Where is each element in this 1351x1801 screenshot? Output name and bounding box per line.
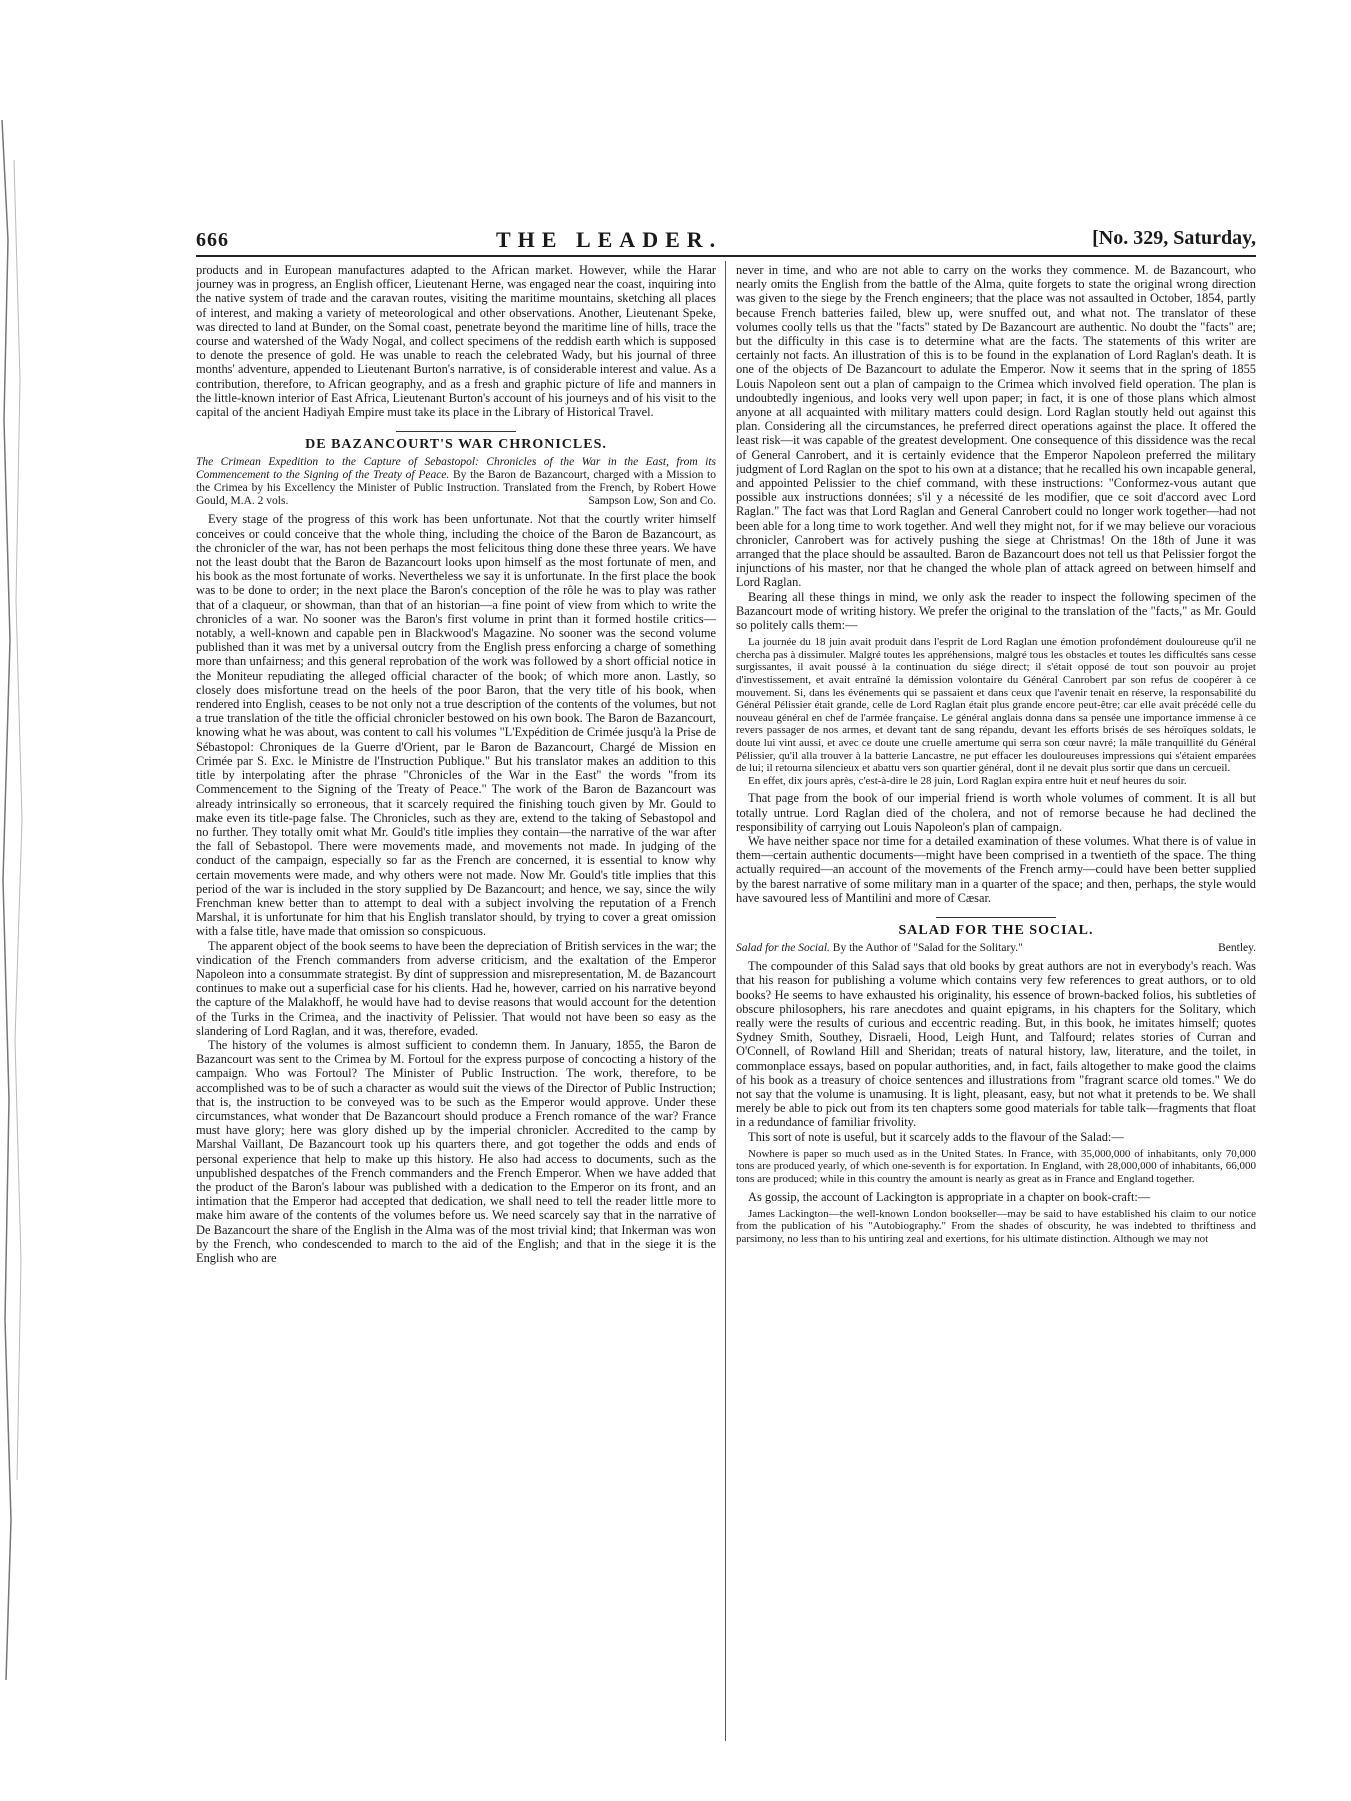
section-divider <box>936 917 1056 918</box>
article-paragraph: As gossip, the account of Lackington is appropriate in a chapter on book-craft:— <box>748 1189 1151 1204</box>
column-divider <box>725 261 726 1741</box>
article-paragraph: That page from the book of our imperial friend is worth whole volumes of comment. It is all but totally untrue. Lord Raglan died of the cholera, and not of remorse because he had declined the responsibility of carrying out Louis Napoleon's plan of campaign. <box>736 791 1256 834</box>
article-paragraph: The history of the volumes is almost sufficient to condemn them. In January, 1855, the Baron de Bazancourt was sent to the Crimea by M. Fortoul for the express purpose of concocting a history of the campaign. Who was Fortoul? The Minister of Public Instruction. The work, therefore, to be accomplished was to be of such a character as would suit the views of the Director of Public Instruction; that is, the instruction to be conveyed was to be such as the Emperor would approve. Under these circumstances, what wonder that De Bazancourt should produce a French romance of the war? France must have glory; here was glory dished up by the imperial chronicler. Accredited to the camp by Marshal Vaillant, De Bazancourt took up his quarters there, and got together the odds and ends of personal experience that help to make up this history. He also had access to documents, such as the unpublished despatches of the French commanders and the French Emperor. When we have added that the product of the Baron's labour was published with a dedication to the Emperor on its front, and an intimation that the Emperor had accepted that dedication, we shall need to tell the reader little more to make him aware of the contents of the volumes before us. We need scarcely say that in the narrative of De Bazancourt the share of the English in the Alma was of the most trivial kind; that Inkerman was won by the French, who condescended to march to the aid of the English; and that in the siege it is the English who are <box>196 1037 716 1265</box>
article-paragraph: The apparent object of the book seems to have been the depreciation of British services in the war; the vindication of the French commanders from adverse criticism, and the exaltation of the Emperor Napoleon into a consummate strategist. By dint of suppression and misrepresentation, M. de Bazancourt continues to make out a superficial case for his clients. Had he, however, carried on his narrative beyond the capture of the Malakhoff, he would have had to devise reasons that would account for the detention of the Turks in the Crimea, and the inactivity of Pelissier. That would not have been so easy as the slandering of Lord Raglan, and it was, therefore, evaded. <box>196 938 716 1038</box>
book-publisher: Bentley. <box>1218 942 1256 955</box>
page-number: 666 <box>196 229 229 251</box>
book-title: The Crimean Expedition to the Capture of Sebastopol: Chronicles of the War in the East, from its Commencement to the Signing of the Treaty of Peace. <box>196 456 716 482</box>
article-paragraph: We have neither space nor time for a detailed examination of these volumes. What there is of value in them—certain authentic documents—might have been comprised in a twentieth of the space. The thing actually required—an account of the movements of the French army—could have been better supplied by the barest narrative of some military man in a quarter of the space; and then, perhaps, the style would have savoured less of Mantilini and more of Cæsar. <box>736 834 1256 905</box>
quotation <box>736 1208 1256 1246</box>
header-rule <box>196 255 1256 257</box>
book-citation <box>736 942 1256 955</box>
book-publisher: Sampson Low, Son and Co. <box>588 495 716 508</box>
continuation-paragraph: products and in European manufactures adapted to the African market. However, while the Harar journey was in progress, an English officer, Lieutenant Herne, was engaged near the coast, inquiring into the native system of trade and the caravan routes, visiting the maritime mountains, sketching all places of interest, and making a variety of meteorological and other observations. Another, Lieutenant Speke, was directed to land at Bunder, on the Somal coast, penetrate beyond the maritime line of hills, trace the course and watershed of the Wady Nogal, and collect specimens of the reddish earth which is supposed to denote the presence of gold. He was unable to reach the celebrated Wady, but his journal of three months' adventure, appended to Lieutenant Burton's narrative, is of considerable interest and value. As a contribution, therefore, to African geography, and as a fresh and graphic picture of life and manners in the little-known interior of East Africa, Lieutenant Burton's account of his journeys and of his visit to the capital of the ancient Hadiyah Empire must take its place in the Library of Historical Travel. <box>196 263 716 420</box>
section-title-salad: SALAD FOR THE SOCIAL. <box>898 923 1094 939</box>
newspaper-page <box>196 225 1256 1745</box>
book-citation <box>196 456 716 508</box>
book-title: Salad for the Social. <box>736 942 830 955</box>
right-column <box>736 263 1256 1743</box>
quotation <box>736 1148 1256 1186</box>
article-paragraph: This sort of note is useful, but it scarcely adds to the flavour of the Salad:— <box>748 1129 1124 1144</box>
issue-info: [No. 329, Saturday, <box>1092 227 1256 249</box>
quote-paragraph: Nowhere is paper so much used as in the United States. In France, with 35,000,000 of inhabitants, only 70,000 tons are produced yearly, of which one-seventh is for exportation. In England, with 28,000,000 of inhabitants, 66,000 tons are produced; while in this country the amount is nearly as great as in France and England together. <box>736 1147 1256 1186</box>
article-paragraph: never in time, and who are not able to carry on the works they commence. M. de Bazancourt, who nearly omits the English from the battle of the Alma, quite forgets to state the original wrong direction was given to the siege by the French engineers; that the place was not assaulted in October, 1854, partly because French batteries failed, blew up, were snuffed out, and what not. The translator of these volumes coolly tells us that the "facts" stated by De Bazancourt are authentic. No doubt the "facts" are; but the difficulty in this case is to determine what are the facts. The statements of this writer are certainly not facts. An illustration of this is to be found in the explanation of Lord Raglan's death. It is one of the objects of De Bazancourt to adulate the Emperor. Now it seems that in the spring of 1855 Louis Napoleon sent out a plan of campaign to the Crimea which involved field operation. The plan is undoubtedly ingenious, and looks very well upon paper; in fact, it is one of those plans which almost anyone at all acquainted with military matters could design. Lord Raglan stoutly held out against this plan. Considering all the circumstances, he preferred direct operations against the place. It offered the least risk—it was capable of the greatest development. One consequence of this dissidence was the recal of General Canrobert, and it is certainly evidence that the Emperor Napoleon preferred the military judgment of Lord Raglan on the spot to his own at a distance; that he recalled his own incapable general, and appointed Pelissier to the chief command, with these instructions: "Conformez-vous autant que possible aux instructions données; s'il y a nécessité de les modifier, que ce soit d'accord avec Lord Raglan." The fact was that Lord Raglan and General Canrobert could no longer work together—had not been able for a long time to work together. And well they might not, for if we may believe our voracious chronicler, Canrobert was for actively pushing the siege at Christmas! On the 18th of June it was arranged that the place should be assaulted. Baron de Bazancourt does not tell us that Pelissier forgot the injunctions of his master, nor that he changed the whole plan of attack agreed on between himself and Lord Raglan. <box>736 263 1256 590</box>
quote-paragraph: En effet, dix jours après, c'est-à-dire le 28 juin, Lord Raglan expira entre huit et neuf heures du soir. <box>748 774 1187 787</box>
book-details: By the Author of "Salad for the Solitary." <box>832 942 1023 955</box>
quote-paragraph: La journée du 18 juin avait produit dans l'esprit de Lord Raglan une émotion profondément douloureuse qu'il ne chercha pas à dissimuler. Malgré toutes les appréhensions, malgré tous les obstacles et toutes les difficultés sans cesse surgissantes, il avait poussé à la continuation du siége direct; il s'était opposé de tout son pouvoir au projet d'investissement, et avait entraîné la démission volontaire du Général Canrobert par son refus de coopérer à ce mouvement. Si, dans les événements qui se passaient et dans ceux que l'avenir tenait en réserve, la responsabilité du Général Pélissier était grande, celle de Lord Raglan était plus grande encore peut-être; car elle avait précédé celle du nouveau général en chef de l'armée française. Le général anglais donna dans sa pensée une importance immense à ce revers passager de nos armes, et devant tant de sang répandu, devant les efforts brisés de ses héroïques soldats, le doute lui vint aussi, et avec ce doute une cruelle amertume qui serra son cœur navré; la mâle tranquillité du Général Pélissier, qu'il alla trouver à la batterie Lancastre, ne put effacer les douloureuses impressions qui s'étaient emparées de lui; il retourna silencieux et abattu vers son quartier général, dont il ne devait plus sortir que dans un cercueil. <box>736 636 1256 775</box>
section-divider <box>396 431 516 432</box>
article-paragraph: The compounder of this Salad says that old books by great authors are not in everybody's reach. Was that his reason for publishing a volume which contains very few references to great authors, or to old books? He seems to have exhausted his originality, his essence of brown-backed folios, his subtleties of obscure philosophers, his rare anecdotes and quaint epigrams, in his chapters for the Solitary, which really were the results of curious and eccentric reading. But, in this book, he imitates himself; quotes Sydney Smith, Southey, Disraeli, Hood, Leigh Hunt, and Talfourd; relates stories of Curran and O'Connell, of Rowland Hill and Sheridan; treats of natural history, law, literature, and the toilet, in commonplace essays, based on popular authorities, and, in fact, fails altogether to make good the claims of his book as a treasury of choice sentences and illustrations from "fragrant scarce old tomes." We do not say that the volume is unamusing. It is light, pleasant, easy, but not what it pretends to be. We shall merely be able to pick out from its ten chapters some good materials for table talk—fragments that float in a redundance of familiar frivolity. <box>736 959 1256 1130</box>
section-title-bazancourt: DE BAZANCOURT'S WAR CHRONICLES. <box>305 437 607 453</box>
scan-binding-edge <box>0 120 30 1680</box>
masthead-title: THE LEADER. <box>496 227 723 252</box>
book-details: By the Baron de Bazancourt, charged with a Mission to the Crimea by his Excellency the Minister of Public Instruction. Translated from the French, by Robert Howe Gould, M.A. 2 vols. <box>196 469 716 508</box>
left-column <box>196 263 716 1743</box>
french-quotation <box>736 636 1256 787</box>
page-header <box>196 225 1256 253</box>
article-paragraph: Bearing all these things in mind, we only ask the reader to inspect the following specimen of the Bazancourt mode of writing history. We prefer the original to the translation of the "facts," as Mr. Gould so politely calls them:— <box>736 589 1256 633</box>
quote-paragraph: James Lackington—the well-known London bookseller—may be said to have established his claim to our notice from the publication of his "Autobiography." From the shades of obscurity, he was indebted to thriftiness and parsimony, no less than to his untiring zeal and exertions, for his ultimate distinction. Although we may not <box>736 1207 1256 1246</box>
article-paragraph: Every stage of the progress of this work has been unfortunate. Not that the courtly writer himself conceives or could conceive that the whole thing, including the choice of the Baron de Bazancourt, as the chronicler of the war, has not been perhaps the most felicitous thing done these three years. We have not the least doubt that the Baron de Bazancourt looks upon himself as the most fortunate of men, and his book as the most fortunate of works. Nevertheless we say it is unfortunate. In the first place the book was to be done to order; in the next place the Baron's conception of the rôle he was to play was rather that of a claqueur, or showman, than that of an historian—a fine point of view from which to write the chronicles of a war. No sooner was the Baron's first volume in print than it formed hostile critics—notably, a well-known and capable pen in Blackwood's Magazine. No sooner was the second volume published than it was met by a universal outcry from the English press enforcing a charge of something more than unfairness; and this general reprobation of the work was followed by a short official notice in the Moniteur repudiating the alleged official character of the book; of which more anon. Lastly, so closely does misfortune tread on the heels of the poor Baron, that the very title of his book, when rendered into English, ceases to be not only not a true description of the contents of the volumes, but not a true translation of the title the official chronicler bestowed on his own book. The Baron de Bazancourt, knowing what he was about, was content to call his volumes "L'Expédition de Crimée jusqu'à la Prise de Sébastopol: Chroniques de la Guerre d'Orient, par le Baron de Bazancourt, Chargé de Mission en Crimée par S. Exc. le Ministre de l'Instruction Publique." But his translator makes an addition to this title by interpolating after the phrase "Chronicles of the War in the East" the words "from its Commencement to the Signing of the Treaty of Peace." The work of the Baron de Bazancourt was already intrinsically so erroneous, that it scarcely required the finishing touch given by Mr. Gould to make even its title-page false. The Chronicles, such as they are, extend to the taking of Sebastopol and no further. They totally omit what Mr. Gould's title implies they contain—the narrative of the war after the fall of Sebastopol. There were movements made, and movements not made. In judging of the conduct of the campaign, especially so far as the French are concerned, it is essential to know why certain movements were made, and why others were not made. Now Mr. Gould's title implies that this period of the war is included in the story supplied by De Bazancourt; and hence, we say, since the wily Frenchman knew better than to attempt to deal with a subject involving the reputation of a French Marshal, it is unfortunate for him that his English translator should, by trying to cover a great omission with a false title, have made that omission so conspicuous. <box>196 512 716 939</box>
